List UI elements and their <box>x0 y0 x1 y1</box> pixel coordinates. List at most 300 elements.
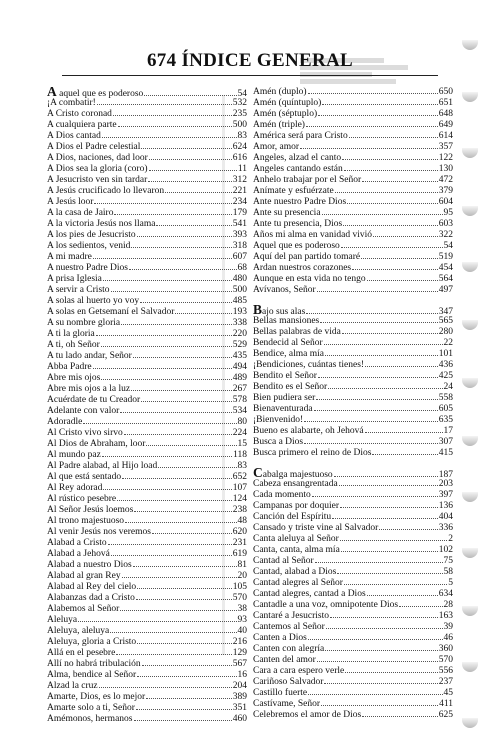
entry-title: Celebremos el amor de Dios <box>253 710 362 720</box>
dot-leader <box>322 104 437 105</box>
entry-title: Alabad a Jehová <box>47 549 110 559</box>
hymn-number: 204 <box>232 681 247 691</box>
hymn-number: 15 <box>237 439 247 449</box>
index-entry <box>47 373 247 384</box>
dot-leader <box>125 522 236 523</box>
index-entry <box>253 578 453 589</box>
hymn-number: 404 <box>438 512 453 522</box>
hymn-number: 187 <box>438 470 453 479</box>
hymn-number: 48 <box>237 516 247 526</box>
index-entry <box>47 527 247 538</box>
entry-title: Bellas mansiones <box>253 316 320 326</box>
hymn-number: 118 <box>233 450 247 460</box>
hymn-number: 220 <box>232 329 247 339</box>
entry-title: Canten del amor <box>253 655 316 665</box>
entry-title: Al venir Jesús nos veremos <box>47 527 151 537</box>
entry-title: A Cristo coronad <box>47 109 112 119</box>
hymn-number: 649 <box>438 120 453 130</box>
hymn-number: 607 <box>232 252 247 262</box>
entry-title: ¡Bienvenido! <box>253 415 304 425</box>
dot-leader <box>102 456 232 457</box>
index-entry <box>253 208 453 219</box>
dot-leader <box>136 599 232 600</box>
hymn-number: 489 <box>232 373 247 383</box>
entry-title: Alabemos al Señor <box>47 604 120 614</box>
hymn-number: 635 <box>438 415 453 425</box>
dot-leader <box>136 709 232 710</box>
binder-tab-shape <box>462 378 478 388</box>
hymn-number: 81 <box>237 560 247 570</box>
dot-leader <box>321 705 438 706</box>
hymn-number: 565 <box>438 316 453 326</box>
index-entry <box>47 131 247 142</box>
entry-title: Amémonos, hermanos <box>47 714 133 724</box>
hymn-number: 24 <box>443 382 453 392</box>
entry-title: Cara a cara espero verle <box>253 666 345 676</box>
hymn-number: 101 <box>438 349 453 359</box>
index-entry <box>253 285 453 296</box>
entry-title: Bienaventurada <box>253 404 313 414</box>
dot-leader <box>349 137 438 138</box>
hymn-number: 20 <box>237 571 247 581</box>
hymn-number: 460 <box>232 714 247 724</box>
dot-leader <box>133 566 237 567</box>
index-entry <box>253 468 453 479</box>
dot-leader <box>308 93 438 94</box>
entry-title: Alabad al gran Rey <box>47 571 121 581</box>
drop-cap: C <box>253 468 263 479</box>
hymn-number: 224 <box>232 428 247 438</box>
index-entry <box>47 615 247 626</box>
entry-title: Anhelo trabajar por el Señor <box>253 175 362 185</box>
entry-title: Bendito el Señor <box>253 371 317 381</box>
dot-leader <box>137 236 232 237</box>
dot-leader <box>343 225 438 226</box>
index-entry <box>253 556 453 567</box>
dot-leader <box>345 672 438 673</box>
dot-leader <box>165 192 232 193</box>
dot-leader <box>117 500 232 501</box>
entry-title: Cantad alegres, cantad a Dios <box>253 589 366 599</box>
hymn-number: 652 <box>232 472 247 482</box>
dot-leader <box>379 529 437 530</box>
hymn-number: 80 <box>237 417 247 427</box>
index-entry <box>47 450 247 461</box>
dot-leader <box>365 432 443 433</box>
dot-leader <box>332 518 438 519</box>
entry-title: Bajo sus alas <box>253 305 305 316</box>
hymn-number: 221 <box>232 186 247 196</box>
dot-leader <box>306 313 437 314</box>
dot-leader <box>111 555 232 556</box>
index-entry <box>47 263 247 274</box>
index-entry <box>47 571 247 582</box>
index-entry <box>253 545 453 556</box>
hymn-number: 411 <box>439 699 453 709</box>
index-entry <box>253 501 453 512</box>
dot-leader <box>96 335 232 336</box>
index-entry <box>253 622 453 633</box>
index-entry <box>253 371 453 382</box>
entry-title: Ante nuestro Padre Dios <box>253 197 347 207</box>
entry-title: Amén (quíntuplo) <box>253 98 322 108</box>
index-entry <box>47 681 247 692</box>
entry-title: Canta aleluya al Señor <box>253 534 339 544</box>
dot-leader <box>314 410 438 411</box>
hymn-number: 624 <box>232 142 247 152</box>
index-entry <box>253 699 453 710</box>
hymn-number: 497 <box>438 285 453 295</box>
index-entry <box>47 109 247 120</box>
dot-leader <box>362 716 438 717</box>
entry-title: Aleluya, aleluya <box>47 626 110 636</box>
hymn-number: 620 <box>232 527 247 537</box>
hymn-number: 124 <box>232 494 247 504</box>
hymn-number: 45 <box>443 688 453 698</box>
index-entry <box>253 349 453 360</box>
hymn-number: 235 <box>232 109 247 119</box>
index-entry <box>47 714 247 725</box>
index-entry <box>253 490 453 501</box>
dot-leader <box>146 698 232 699</box>
index-entry <box>253 666 453 677</box>
entry-title: A cualquiera parte <box>47 120 117 130</box>
hymn-number: 216 <box>232 637 247 647</box>
letter-group <box>253 468 453 721</box>
dot-leader <box>108 544 232 545</box>
hymn-number: 46 <box>443 633 453 643</box>
entry-title: A ti la gloria <box>47 329 95 339</box>
binder-tab-shape <box>462 662 478 672</box>
hymn-number: 238 <box>232 505 247 515</box>
dot-leader <box>318 377 438 378</box>
index-entry <box>47 417 247 428</box>
dot-leader <box>330 617 438 618</box>
entry-title: Aquel que es poderoso <box>253 241 340 251</box>
index-entry <box>253 219 453 230</box>
dot-leader <box>94 203 231 204</box>
entry-title: A Jesús loor <box>47 197 94 207</box>
index-entry <box>47 395 247 406</box>
entry-title: Alabad a nuestro Dios <box>47 560 132 570</box>
binder-tab-shape <box>462 606 478 616</box>
dot-leader <box>367 595 438 596</box>
dot-leader <box>347 203 438 204</box>
hymn-number: 307 <box>438 437 453 447</box>
index-entry <box>47 120 247 131</box>
dot-leader <box>113 115 232 116</box>
entry-title: A Dios cantad <box>47 131 101 141</box>
index-entry <box>47 472 247 483</box>
entry-title: Al que está sentado <box>47 472 122 482</box>
dot-leader <box>101 379 231 380</box>
hymn-number: 179 <box>232 208 247 218</box>
index-entry <box>47 406 247 417</box>
dot-leader <box>328 388 442 389</box>
hymn-number: 619 <box>232 549 247 559</box>
hymn-number: 237 <box>438 677 453 687</box>
entry-title: A prisa Iglesia <box>47 274 102 284</box>
entry-title: A mi madre <box>47 252 92 262</box>
entry-title: Abre mis ojos <box>47 373 101 383</box>
index-entry <box>47 637 247 648</box>
dot-leader <box>334 476 438 477</box>
dot-leader <box>337 573 442 574</box>
binder-tab-shape <box>462 718 478 728</box>
dot-leader <box>122 478 232 479</box>
index-entry <box>47 461 247 472</box>
hymn-number: 22 <box>443 338 453 348</box>
dot-leader <box>93 368 232 369</box>
hymn-number: 351 <box>232 703 247 713</box>
hymn-number: 454 <box>438 263 453 273</box>
dot-leader <box>344 584 447 585</box>
hymn-number: 318 <box>232 241 247 251</box>
index-entry <box>47 483 247 494</box>
entry-title: Cansado y triste vine al Salvador <box>253 523 379 533</box>
entry-title: ¡A combatir! <box>47 98 96 108</box>
hymn-number: 336 <box>438 523 453 533</box>
index-entry <box>253 382 453 393</box>
dot-leader <box>83 423 236 424</box>
index-entry <box>47 318 247 329</box>
dot-leader <box>361 258 438 259</box>
entry-title: Allá en el pesebre <box>47 648 116 658</box>
index-entry <box>253 230 453 241</box>
index-entry <box>47 604 247 615</box>
hymn-number: 58 <box>443 567 453 577</box>
index-entry <box>47 703 247 714</box>
index-entry <box>47 340 247 351</box>
right-column <box>253 87 453 721</box>
hymn-number: 436 <box>438 360 453 370</box>
binder-tab-shape <box>462 548 478 558</box>
dot-leader <box>306 126 438 127</box>
dot-leader <box>116 654 231 655</box>
index-entry <box>47 516 247 527</box>
drop-cap: B <box>253 305 263 316</box>
index-entry <box>47 329 247 340</box>
dot-leader <box>149 159 232 160</box>
entry-title: Al Señor Jesús loemos <box>47 505 134 515</box>
dot-leader <box>141 401 232 402</box>
index-entry <box>47 197 247 208</box>
dot-leader <box>304 421 438 422</box>
hymn-number: 130 <box>438 164 453 174</box>
hymn-number: 393 <box>232 230 247 240</box>
hymn-number: 529 <box>232 340 247 350</box>
dot-leader <box>146 445 236 446</box>
dot-leader <box>312 496 438 497</box>
letter-group <box>253 87 453 296</box>
dot-leader <box>110 632 236 633</box>
entry-title: Alzad la cruz <box>47 681 98 691</box>
dot-leader <box>341 247 443 248</box>
index-entry <box>253 404 453 415</box>
entry-title: A tu lado andar, Señor <box>47 351 132 361</box>
left-column <box>47 87 247 725</box>
entry-title: Busca a Dios <box>253 437 304 447</box>
hymn-number: 107 <box>232 483 247 493</box>
dot-leader <box>134 511 231 512</box>
entry-title: Amén (séptuplo) <box>253 109 318 119</box>
hymn-number: 570 <box>438 655 453 665</box>
index-entry <box>253 437 453 448</box>
entry-title: Ardan nuestros corazones <box>253 263 352 273</box>
binder-tab-shape <box>462 262 478 272</box>
index-entry <box>47 296 247 307</box>
dot-leader <box>134 720 232 721</box>
hymn-number: 534 <box>232 406 247 416</box>
hymn-number: 338 <box>232 318 247 328</box>
dot-leader <box>101 346 232 347</box>
index-entry <box>253 415 453 426</box>
dot-leader <box>367 280 438 281</box>
entry-title: América será para Cristo <box>253 131 348 141</box>
index-entry <box>253 153 453 164</box>
index-entry <box>253 567 453 578</box>
index-entry <box>47 362 247 373</box>
index-entry <box>47 175 247 186</box>
hymn-number: 605 <box>438 404 453 414</box>
index-entry <box>253 274 453 285</box>
index-entry <box>47 252 247 263</box>
hymn-number: 68 <box>237 263 247 273</box>
dot-leader <box>324 683 437 684</box>
dot-leader <box>129 269 236 270</box>
hymn-number: 625 <box>438 710 453 720</box>
binder-tab-shape <box>462 206 478 216</box>
entry-title: Anímate y esfuérzate <box>253 186 334 196</box>
entry-title: Avívanos, Señor <box>253 285 316 295</box>
hymn-number: 651 <box>438 98 453 108</box>
index-entry <box>253 479 453 490</box>
dot-leader <box>320 322 438 323</box>
dot-leader <box>316 399 437 400</box>
index-entry <box>253 197 453 208</box>
binder-tab-shape <box>462 436 478 446</box>
entry-title: Cabeza ensangrentada <box>253 479 338 489</box>
hymn-number: 397 <box>438 490 453 500</box>
entry-title: A Dios sea la gloria (coro) <box>47 164 148 174</box>
entry-title: Cantadle a una voz, omnipotente Dios <box>253 600 399 610</box>
dot-leader <box>318 115 438 116</box>
hymn-number: 650 <box>438 87 453 97</box>
index-entry <box>253 534 453 545</box>
dot-leader <box>103 489 231 490</box>
entry-title: Alabanzas dad a Cristo <box>47 593 135 603</box>
index-entry <box>253 305 453 316</box>
dot-leader <box>362 181 438 182</box>
entry-title: A servir a Cristo <box>47 285 110 295</box>
hymn-number: 389 <box>232 692 247 702</box>
hymn-number: 193 <box>232 307 247 317</box>
index-entry <box>253 393 453 404</box>
entry-title: Bellas palabras de vida <box>253 327 341 337</box>
entry-title: Canten con alegría <box>253 644 325 654</box>
entry-title: Adelante con valor <box>47 406 120 416</box>
index-entry <box>47 87 247 98</box>
hymn-number: 578 <box>232 395 247 405</box>
hymn-number: 379 <box>438 186 453 196</box>
entry-title: Amarte solo a ti, Señor <box>47 703 135 713</box>
entry-title: Abre mis ojos a la luz <box>47 384 131 394</box>
hymn-number: 485 <box>232 296 247 306</box>
index-entry <box>47 186 247 197</box>
hymn-number: 360 <box>438 644 453 654</box>
index-entry <box>47 164 247 175</box>
hymn-number: 604 <box>438 197 453 207</box>
hymn-number: 435 <box>232 351 247 361</box>
index-entry <box>253 109 453 120</box>
dot-leader <box>325 355 438 356</box>
entry-title: A Jesús crucificado lo llevaron <box>47 186 165 196</box>
entry-title: Alabad al Rey del cielo <box>47 582 137 592</box>
hymn-number: 519 <box>438 252 453 262</box>
dot-leader <box>340 540 448 541</box>
hymn-number: 322 <box>438 230 453 240</box>
entry-title: Abba Padre <box>47 362 92 372</box>
hymn-number: 40 <box>237 626 247 636</box>
entry-title: Bien pudiera ser <box>253 393 316 403</box>
index-entry <box>253 600 453 611</box>
index-entry <box>47 98 247 109</box>
index-entry <box>253 611 453 622</box>
dot-leader <box>120 412 231 413</box>
hymn-number: 203 <box>438 479 453 489</box>
entry-title: A la casa de Jairo <box>47 208 114 218</box>
dot-leader <box>121 324 232 325</box>
dot-leader <box>137 676 236 677</box>
index-entry <box>47 230 247 241</box>
entry-title: A solas al huerto yo voy <box>47 296 140 306</box>
hymn-number: 570 <box>232 593 247 603</box>
dot-leader <box>124 434 232 435</box>
index-entry <box>253 164 453 175</box>
entry-title: Aleluya <box>47 615 78 625</box>
dot-leader <box>148 181 231 182</box>
hymn-number: 38 <box>237 604 247 614</box>
hymn-number: 616 <box>232 153 247 163</box>
entry-title: Años mi alma en vanidad vivió <box>253 230 372 240</box>
index-entry <box>253 523 453 534</box>
entry-title: Busca primero el reino de Dios <box>253 448 372 458</box>
hymn-number: 95 <box>443 208 453 218</box>
dot-leader <box>341 551 438 552</box>
entry-title: Ángeles, alzad el canto <box>253 153 342 163</box>
hymn-number: 163 <box>438 611 453 621</box>
dot-leader <box>304 443 438 444</box>
hymn-number: 54 <box>237 89 247 98</box>
hymn-number: 312 <box>232 175 247 185</box>
entry-title: Al Dios de Abraham, loor <box>47 439 146 449</box>
dot-leader <box>325 650 438 651</box>
entry-title: Adoradle <box>47 417 83 427</box>
index-entry <box>47 659 247 670</box>
index-entry <box>47 582 247 593</box>
index-entry <box>47 439 247 450</box>
dot-leader <box>399 606 442 607</box>
entry-title: Castívame, Señor <box>253 699 321 709</box>
page-header <box>60 50 440 76</box>
dot-leader <box>372 454 437 455</box>
hymn-number: 122 <box>438 153 453 163</box>
hymn-number: 480 <box>232 274 247 284</box>
group-gap <box>253 296 453 305</box>
index-entry <box>253 316 453 327</box>
dot-leader <box>308 694 442 695</box>
dot-leader <box>118 126 232 127</box>
